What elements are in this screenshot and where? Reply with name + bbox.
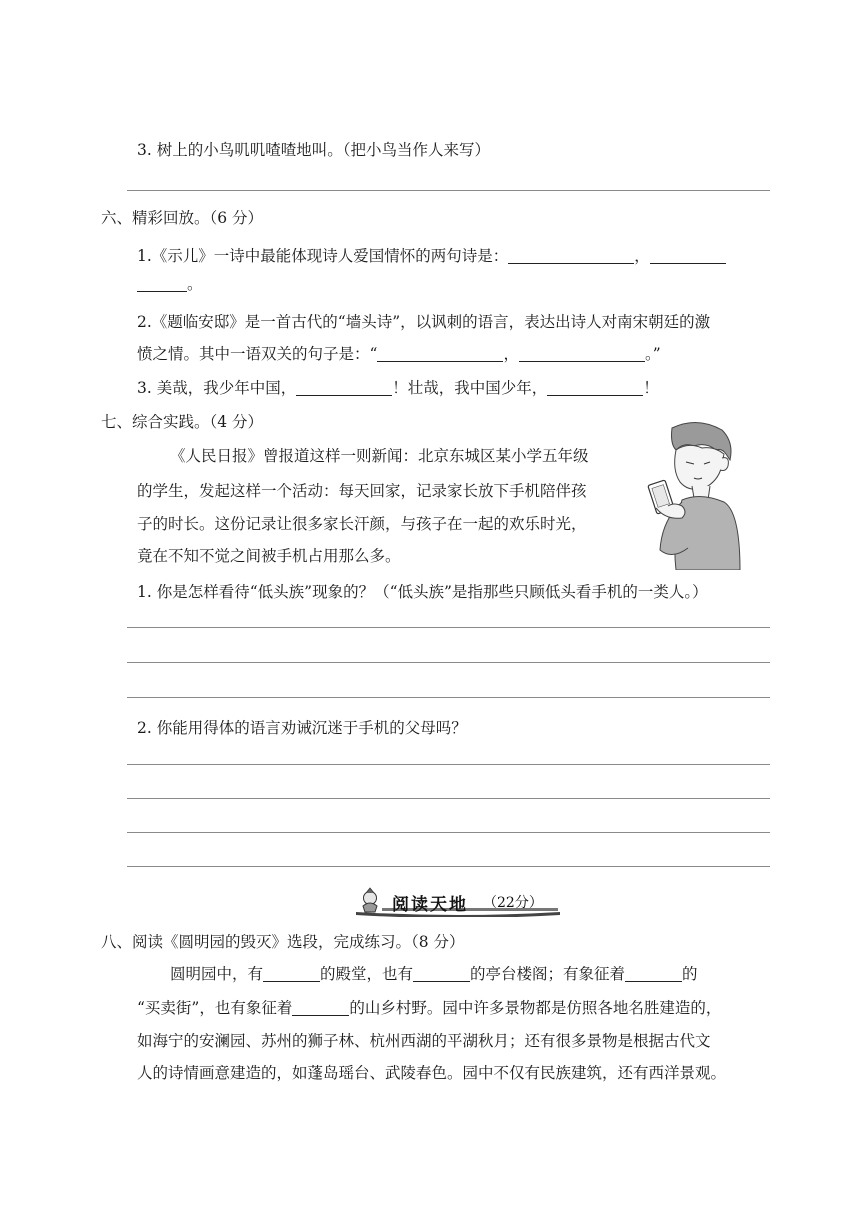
sec6-item2-line1: 2.《题临安邸》是一首古代的“墙头诗”，以讽刺的语言，表达出诗人对南宋朝廷的激 <box>137 313 711 331</box>
fill-blank[interactable] <box>625 965 682 982</box>
sec7-q2: 2. 你能用得体的语言劝诫沉迷于手机的父母吗？ <box>137 719 467 737</box>
fill-blank[interactable] <box>296 379 392 396</box>
punctuation: ， <box>503 345 519 363</box>
fill-blank[interactable] <box>547 379 643 396</box>
passage-text: “买卖街”，也有象征着 <box>137 999 293 1017</box>
fill-blank[interactable] <box>519 345 645 362</box>
banner-title: 阅读天地 <box>392 895 468 915</box>
section-7-heading: 七、综合实践。（4 分） <box>101 413 264 431</box>
reading-section-banner <box>352 887 564 917</box>
sec6-item2-text: 愤之情。其中一语双关的句子是：“ <box>137 345 378 363</box>
passage-text: 的 <box>682 965 698 983</box>
fill-blank[interactable] <box>263 965 320 982</box>
answer-line[interactable] <box>127 697 770 698</box>
passage-text: 的亭台楼阁；有象征着 <box>470 965 626 983</box>
reading-passage-line1 <box>170 964 698 984</box>
fill-blank[interactable] <box>650 247 726 264</box>
punctuation: 。” <box>644 345 661 363</box>
punctuation: ， <box>634 247 650 265</box>
banner-score: （22分） <box>483 895 543 911</box>
passage-line: 的学生，发起这样一个活动：每天回家，记录家长放下手机陪伴孩 <box>137 482 587 500</box>
reading-passage-line3: 如海宁的安澜园、苏州的狮子林、杭州西湖的平湖秋月；还有很多景物是根据古代文 <box>137 1032 711 1050</box>
section-6-heading: 六、精彩回放。（6 分） <box>101 209 264 227</box>
answer-line[interactable] <box>127 798 770 799</box>
passage-text: 圆明园中，有 <box>170 965 264 983</box>
sec6-item3-part2: ！壮哉，我中国少年， <box>392 379 548 397</box>
sec6-item1 <box>137 246 726 266</box>
passage-line: 竟在不知不觉之间被手机占用那么多。 <box>137 547 401 565</box>
reading-passage-line4: 人的诗情画意建造的，如蓬岛瑶台、武陵春色。园中不仅有民族建筑，还有西洋景观。 <box>137 1064 727 1082</box>
passage-text: 的殿堂，也有 <box>320 965 414 983</box>
punctuation: ！ <box>643 379 659 397</box>
fill-blank[interactable] <box>292 999 349 1016</box>
passage-line: 《人民日报》曾报道这样一则新闻：北京东城区某小学五年级 <box>170 447 589 465</box>
q5-item3-prompt: 3. 树上的小鸟叽叽喳喳地叫。（把小鸟当作人来写） <box>137 141 490 159</box>
answer-line[interactable] <box>127 627 770 628</box>
answer-line[interactable] <box>127 866 770 867</box>
boy-with-phone-illustration <box>642 420 742 570</box>
reading-passage-line2 <box>137 998 721 1018</box>
sec6-item3 <box>137 378 659 398</box>
answer-line[interactable] <box>127 190 770 191</box>
answer-line[interactable] <box>127 832 770 833</box>
passage-text: 的山乡村野。园中许多景物都是仿照各地名胜建造的， <box>349 999 722 1017</box>
answer-line[interactable] <box>127 764 770 765</box>
sec6-item1-cont <box>137 274 203 294</box>
sec6-item2-line2 <box>137 344 661 364</box>
sec6-item3-part1: 3. 美哉，我少年中国， <box>137 379 297 397</box>
sec6-item1-text: 1.《示儿》一诗中最能体现诗人爱国情怀的两句诗是： <box>137 247 509 265</box>
fill-blank[interactable] <box>377 345 503 362</box>
sec7-q1: 1. 你是怎样看待“低头族”现象的？（“低头族”是指那些只顾低头看手机的一类人。） <box>137 583 708 601</box>
passage-line: 子的时长。这份记录让很多家长汗颜，与孩子在一起的欢乐时光， <box>137 515 587 533</box>
section-8-heading: 八、阅读《圆明园的毁灭》选段，完成练习。（8 分） <box>101 933 465 951</box>
fill-blank[interactable] <box>137 275 187 292</box>
fill-blank[interactable] <box>508 247 634 264</box>
punctuation: 。 <box>187 275 203 293</box>
fill-blank[interactable] <box>413 965 470 982</box>
answer-line[interactable] <box>127 662 770 663</box>
